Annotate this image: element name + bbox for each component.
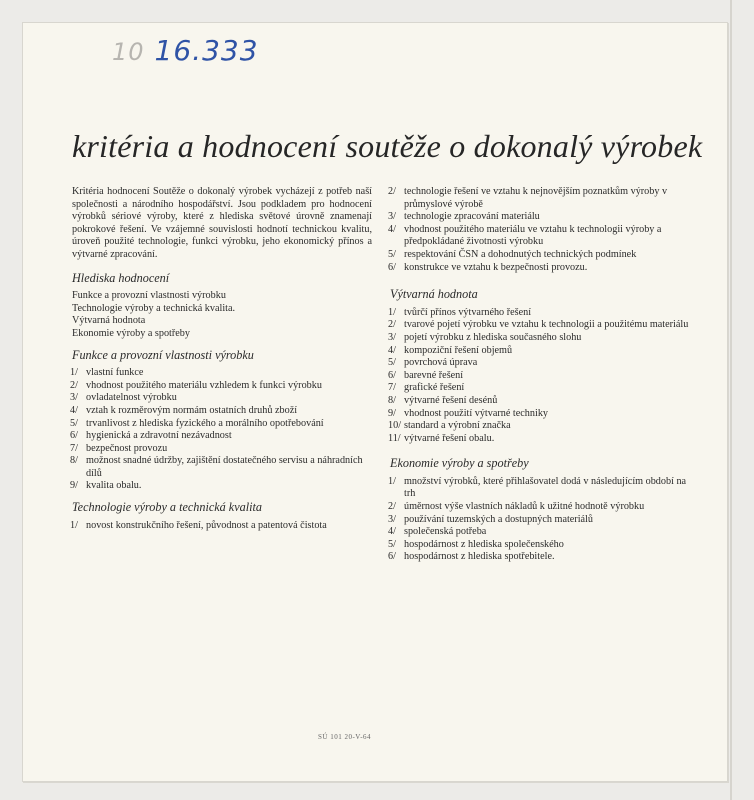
list-item <box>72 380 372 393</box>
item-text: hospodárnost z hlediska spotřebitele. <box>404 551 555 563</box>
item-number: 3/ <box>388 211 396 223</box>
technologie-list-left <box>72 520 372 533</box>
item-number: 5/ <box>388 357 396 369</box>
item-text: technologie zpracování materiálu <box>404 211 540 223</box>
list-item <box>390 514 690 527</box>
item-number: 2/ <box>388 186 396 197</box>
item-number: 1/ <box>388 306 396 318</box>
section-heading-technologie: Technologie výroby a technická kvalita <box>72 500 262 515</box>
item-number: 2/ <box>70 379 78 391</box>
page-title: kritéria a hodnocení soutěže o dokonalý výrobek <box>72 128 703 164</box>
item-number: 9/ <box>70 480 78 492</box>
item-number: 1/ <box>70 367 78 379</box>
funkce-list <box>72 367 372 493</box>
list-item <box>390 357 690 370</box>
item-text: vztah k rozměrovým normám ostatních druhů zboží <box>86 404 298 416</box>
item-text: respektování ČSN a dohodnutých technických podmínek <box>404 248 637 260</box>
list-item: Ekonomie výroby a spotřeby <box>72 327 190 339</box>
item-number: 3/ <box>388 331 396 343</box>
list-item <box>72 367 372 380</box>
list-item <box>72 455 372 480</box>
item-text: barevné řešení <box>404 369 464 381</box>
item-text: konstrukce ve vztahu k bezpečnosti provozu. <box>404 261 588 273</box>
item-number: 6/ <box>388 551 396 563</box>
item-text: používání tuzemských a dostupných materiálů <box>404 513 593 525</box>
list-item <box>390 382 690 395</box>
section-heading-ekonomie: Ekonomie výroby a spotřeby <box>390 456 529 471</box>
item-number: 3/ <box>70 392 78 404</box>
item-text: technologie řešení ve vztahu k nejnovějším poznatkům výroby v průmyslové výrobě <box>404 186 668 210</box>
item-number: 2/ <box>388 319 396 331</box>
item-text: ovladatelnost výrobku <box>86 392 177 404</box>
list-item <box>72 443 372 456</box>
handwritten-inventory-number <box>112 34 259 67</box>
right-column <box>390 186 690 572</box>
list-item <box>390 307 690 320</box>
list-item <box>390 408 690 421</box>
item-number: 4/ <box>388 223 396 235</box>
item-number: 8/ <box>70 455 78 467</box>
list-item <box>390 526 690 539</box>
item-number: 8/ <box>388 394 396 406</box>
hlediska-list <box>72 290 372 340</box>
item-text: hospodárnost z hlediska společenského <box>404 538 564 550</box>
list-item <box>72 430 372 443</box>
vytvarna-list <box>390 307 690 446</box>
item-number: 1/ <box>388 475 396 487</box>
item-text: vhodnost použitého materiálu vzhledem k funkci výrobku <box>86 379 322 391</box>
list-item <box>390 224 690 249</box>
item-text: pojetí výrobku z hlediska současného slohu <box>404 331 582 343</box>
item-number: 2/ <box>388 501 396 513</box>
item-text: výtvarné řešení desénů <box>404 394 498 406</box>
item-text: kompoziční řešení objemů <box>404 344 513 356</box>
section-heading-funkce: Funkce a provozní vlastnosti výrobku <box>72 347 254 362</box>
item-text: hygienická a zdravotní nezávadnost <box>86 430 232 442</box>
item-text: tvarové pojetí výrobku ve vztahu k technologii a použitému materiálu <box>404 319 689 331</box>
item-number: 6/ <box>388 369 396 381</box>
list-item <box>72 520 372 533</box>
item-text: množství výrobků, které přihlašovatel dodá v následujícím období na trh <box>404 475 687 500</box>
section-heading-hlediska: Hlediska hodnocení <box>72 270 170 285</box>
item-number: 7/ <box>388 382 396 394</box>
list-item <box>390 249 690 262</box>
item-number: 5/ <box>388 248 396 260</box>
list-item <box>390 186 690 211</box>
list-item: Technologie výroby a technická kvalita. <box>72 302 236 314</box>
list-item <box>390 262 690 275</box>
item-text: trvanlivost z hlediska fyzického a morálního opotřebování <box>86 417 324 429</box>
list-item <box>390 395 690 408</box>
list-item <box>72 405 372 418</box>
item-number: 5/ <box>388 538 396 550</box>
list-item <box>390 211 690 224</box>
item-text: novost konstrukčního řešení, původnost a patentová čistota <box>86 519 327 531</box>
item-number: 4/ <box>70 404 78 416</box>
item-number: 5/ <box>70 417 78 429</box>
item-text: kvalita obalu. <box>86 480 142 492</box>
print-code: SÚ 101 20-V-64 <box>318 733 372 741</box>
item-text: výtvarné řešení obalu. <box>404 432 495 444</box>
item-text: vlastní funkce <box>86 367 144 379</box>
item-number: 1/ <box>70 519 78 531</box>
item-text: bezpečnost provozu <box>86 442 168 454</box>
list-item <box>390 420 690 433</box>
item-text: tvůrčí přínos výtvarného řešení <box>404 306 532 318</box>
page-edge <box>730 0 732 800</box>
item-number: 6/ <box>388 261 396 273</box>
item-text: společenská potřeba <box>404 526 487 538</box>
item-number: 4/ <box>388 344 396 356</box>
list-item <box>390 370 690 383</box>
item-text: grafické řešení <box>404 382 465 394</box>
list-item <box>390 332 690 345</box>
item-number: 10/ <box>388 420 402 432</box>
item-text: standard a výrobní značka <box>404 420 511 432</box>
item-number: 6/ <box>70 430 78 442</box>
intro-paragraph: Kritéria hodnocení Soutěže o dokonalý výrobek vycházejí z potřeb naší společnosti a národního hospodářství. Jsou podkladem pro hodnocení výrobků sériové výroby, které z hlediska světové úrovně znamenají pokrokové řešení. Ve vzájemné souvislosti hodnotí technickou kvalitu, úroveň použité technologie, funkci výrobku, jeho ekonomický přínos a výtvarné zpracování. <box>72 186 372 260</box>
section-heading-vytvarna: Výtvarná hodnota <box>390 287 478 302</box>
item-number: 9/ <box>388 407 396 419</box>
item-text: vhodnost použitého materiálu ve vztahu k technologii výroby a předpokládané životnosti výrobku <box>404 223 662 248</box>
item-text: vhodnost použití výtvarné techniky <box>404 407 549 419</box>
item-number: 3/ <box>388 513 396 525</box>
list-item <box>390 551 690 564</box>
list-item <box>72 480 372 493</box>
list-item <box>390 539 690 552</box>
list-item <box>72 418 372 431</box>
item-number: 4/ <box>388 526 396 538</box>
item-text: povrchová úprava <box>404 357 478 369</box>
handwritten-prefix: 10 <box>112 38 145 66</box>
list-item <box>390 319 690 332</box>
list-item: Výtvarná hodnota <box>72 315 146 327</box>
list-item <box>390 501 690 514</box>
handwritten-number: 16.333 <box>154 34 259 67</box>
list-item: Funkce a provozní vlastnosti výrobku <box>72 290 226 302</box>
list-item <box>390 345 690 358</box>
item-text: možnost snadné údržby, zajištění dostatečného servisu a náhradních dílů <box>86 455 363 479</box>
technologie-list-right <box>390 186 690 274</box>
left-column <box>72 186 372 540</box>
list-item <box>390 476 690 501</box>
list-item <box>72 392 372 405</box>
item-number: 7/ <box>70 442 78 454</box>
item-text: úměrnost výše vlastních nákladů k užitné hodnotě výrobku <box>404 501 645 513</box>
list-item <box>390 433 690 446</box>
ekonomie-list <box>390 476 690 564</box>
item-number: 11/ <box>388 432 401 444</box>
